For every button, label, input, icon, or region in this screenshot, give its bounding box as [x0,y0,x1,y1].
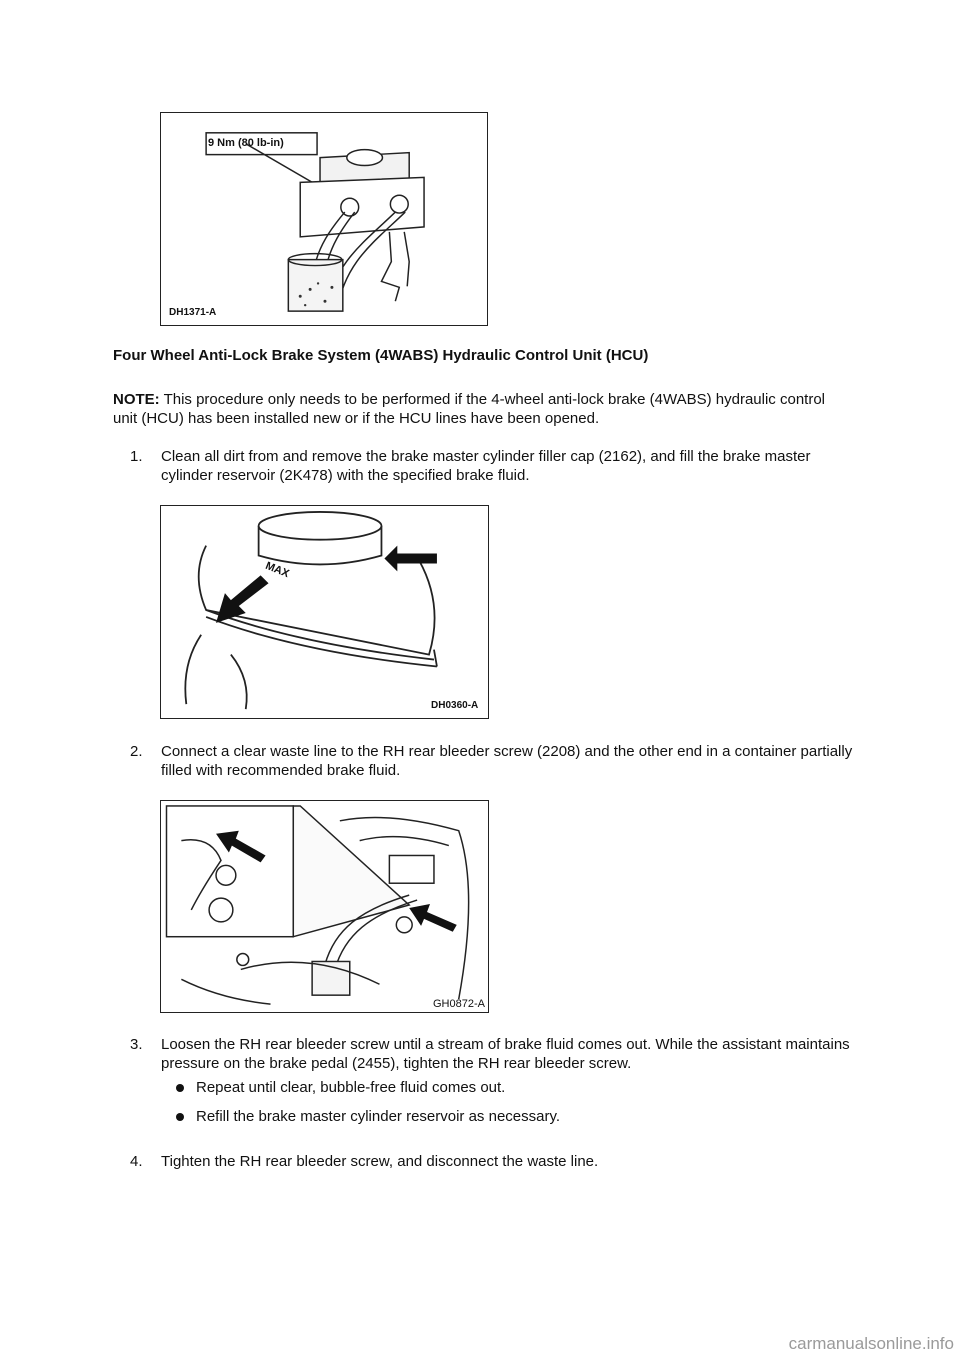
step-text: Tighten the RH rear bleeder screw, and disconnect the waste line. [161,1153,599,1170]
watermark: carmanualsonline.info [788,1334,954,1353]
step-number: 3. [130,1036,143,1053]
figure-label: GH0872-A [433,998,485,1010]
bullet-icon [176,1113,184,1121]
figure-master-cylinder-lines [160,112,488,326]
step-2 [130,742,870,782]
step-text: Loosen the RH rear bleeder screw until a stream of brake fluid comes out. While the assistant maintains pressure on the brake pedal (2455), tighten the RH rear bleeder screw. [161,1036,850,1072]
bleeder-screw-illustration [161,801,488,1012]
figure-reservoir-max [160,505,489,719]
step-number: 1. [130,448,143,465]
step-number: 2. [130,743,143,760]
figure-label: DH0360-A [431,700,479,711]
reservoir-illustration [161,506,488,718]
step-text: Connect a clear waste line to the RH rear bleeder screw (2208) and the other end in a container partially filled with recommended brake fluid. [161,743,853,779]
note-label: NOTE: [113,391,160,408]
bullet-text: Repeat until clear, bubble-free fluid comes out. [196,1079,506,1096]
step-1 [130,447,870,487]
bullet-text: Refill the brake master cylinder reservoir as necessary. [196,1108,561,1125]
figure-bleeder-screw [160,800,489,1013]
step-3 [130,1035,870,1075]
step-4 [130,1152,870,1172]
max-mark: MAX [263,559,291,581]
note-text: This procedure only needs to be performed if the 4-wheel anti-lock brake (4WABS) hydraulic control unit (HCU) has been installed new or if the HCU lines have been opened. [113,391,825,427]
note-paragraph [113,390,843,428]
bullet-icon [176,1084,184,1092]
figure-label: DH1371-A [169,307,217,318]
figure-callout: 9 Nm (80 lb-in) [208,137,284,149]
step-text: Clean all dirt from and remove the brake master cylinder filler cap (2162), and fill the brake master cylinder reservoir (2K478) with the specified brake fluid. [161,448,811,484]
section-heading: Four Wheel Anti-Lock Brake System (4WABS) Hydraulic Control Unit (HCU) [113,347,649,364]
step-number: 4. [130,1153,143,1170]
